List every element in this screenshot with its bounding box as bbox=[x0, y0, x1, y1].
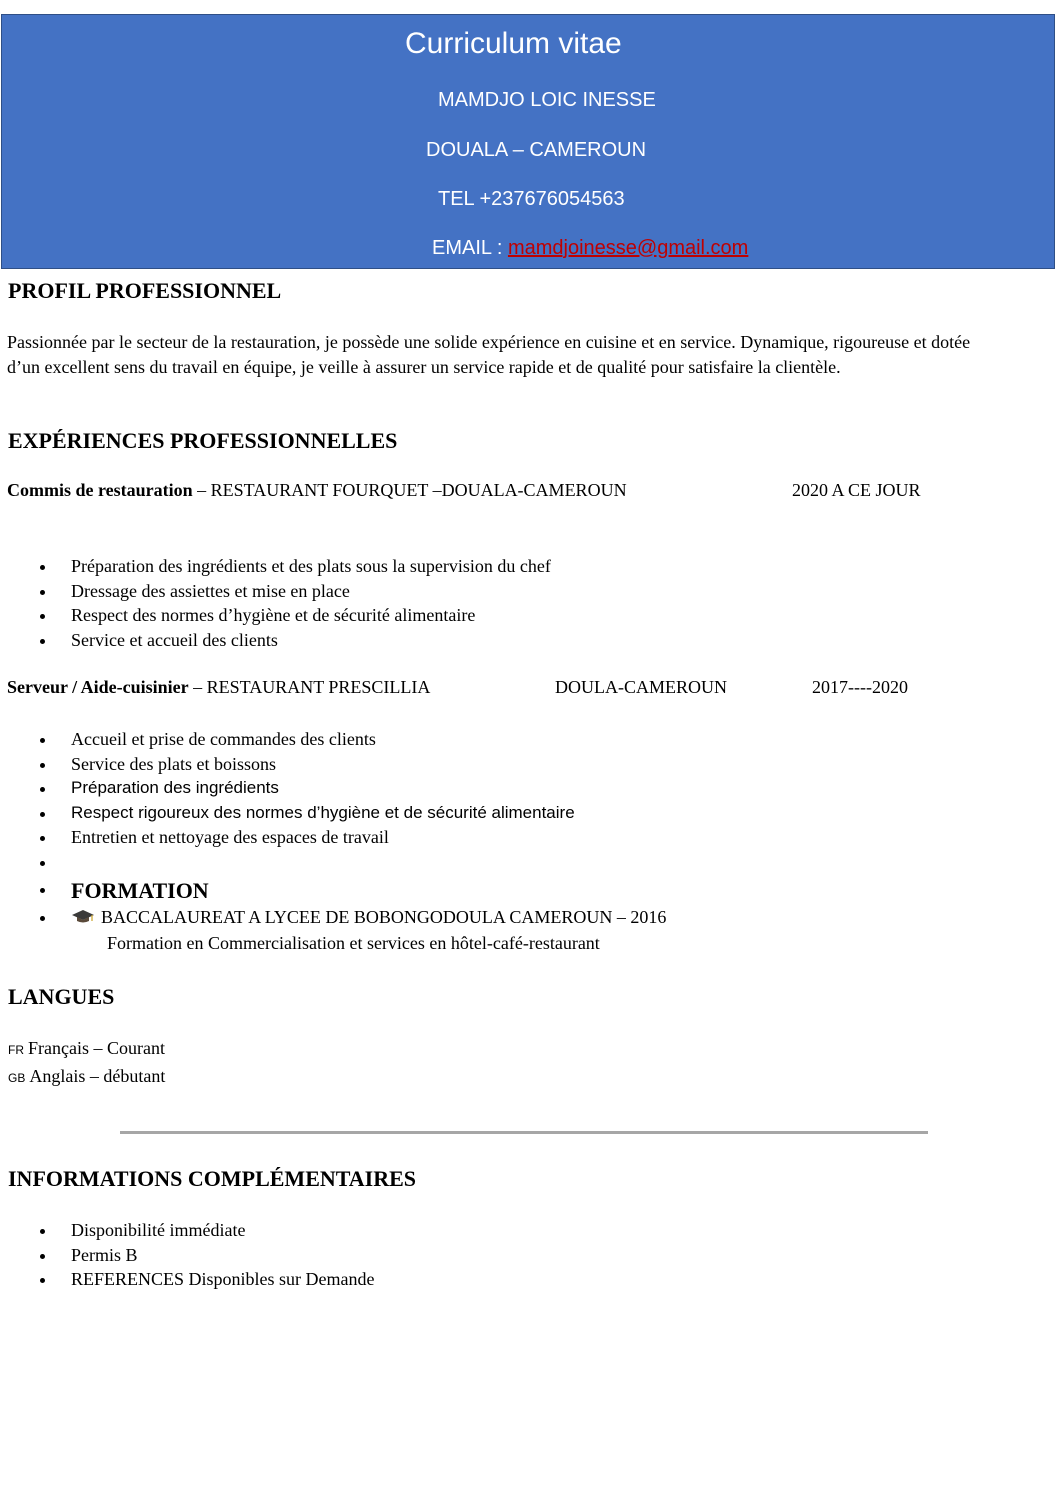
language-text: Anglais – débutant bbox=[29, 1066, 166, 1086]
extra-info-list bbox=[0, 1218, 375, 1292]
profile-text: Passionnée par le secteur de la restauration, je possède une solide expérience en cuisine et en service. Dynamique, rigoureuse et dotée d’un excellent sens du travail en équipe, je veille à assurer un service rapide et de qualité pour satisfaire la clientèle. bbox=[7, 332, 971, 377]
formation-degree-item bbox=[0, 905, 666, 930]
job-2-role: Serveur / Aide-cuisinier bbox=[7, 677, 189, 697]
job-2-period: 2017----2020 bbox=[812, 677, 908, 697]
job-2-tasks bbox=[0, 727, 575, 874]
language-text: Français – Courant bbox=[28, 1038, 165, 1058]
languages-heading: LANGUES bbox=[8, 984, 115, 1009]
language-english bbox=[8, 1066, 165, 1087]
formation-heading: FORMATION bbox=[71, 878, 209, 903]
candidate-name: MAMDJO LOIC INESSE bbox=[438, 89, 656, 111]
cv-title: Curriculum vitae bbox=[405, 27, 622, 60]
job-1-role: Commis de restauration bbox=[7, 480, 193, 500]
list-item: Permis B bbox=[0, 1243, 375, 1268]
email-label: EMAIL : bbox=[432, 237, 508, 259]
list-item: REFERENCES Disponibles sur Demande bbox=[0, 1267, 375, 1292]
list-item bbox=[0, 850, 575, 875]
list-item: Accueil et prise de commandes des clients bbox=[0, 727, 575, 752]
list-item: Entretien et nettoyage des espaces de travail bbox=[0, 825, 575, 850]
job-2-header bbox=[7, 677, 430, 698]
graduation-cap-icon bbox=[71, 909, 95, 925]
extra-info-heading: INFORMATIONS COMPLÉMENTAIRES bbox=[8, 1166, 417, 1191]
flag-gb-icon: GB bbox=[8, 1071, 26, 1085]
formation-detail: Formation en Commercialisation et services en hôtel-café-restaurant bbox=[107, 933, 600, 953]
job-1-header bbox=[7, 480, 627, 501]
section-divider bbox=[120, 1131, 928, 1134]
formation-heading-item bbox=[0, 877, 666, 905]
list-item: Respect des normes d’hygiène et de sécurité alimentaire bbox=[0, 603, 551, 628]
list-item: Service des plats et boissons bbox=[0, 752, 575, 777]
list-item: Préparation des ingrédients et des plats sous la supervision du chef bbox=[0, 554, 551, 579]
formation-list bbox=[0, 877, 666, 930]
email-link[interactable]: mamdjoinesse@gmail.com bbox=[507, 237, 749, 259]
experience-heading: EXPÉRIENCES PROFESSIONNELLES bbox=[8, 428, 398, 453]
job-1-tasks bbox=[0, 554, 551, 652]
profile-heading: PROFIL PROFESSIONNEL bbox=[8, 278, 282, 303]
job-2-place: – RESTAURANT PRESCILLIA bbox=[188, 677, 431, 697]
list-item: Respect rigoureux des normes d’hygiène et de sécurité alimentaire bbox=[0, 801, 575, 826]
list-item: Dressage des assiettes et mise en place bbox=[0, 579, 551, 604]
job-2-city: DOULA-CAMEROUN bbox=[555, 677, 727, 697]
list-item: Service et accueil des clients bbox=[0, 628, 551, 653]
job-1-period: 2020 A CE JOUR bbox=[792, 480, 921, 500]
formation-degree: BACCALAUREAT A LYCEE DE BOBONGODOULA CAMEROUN – 2016 bbox=[101, 907, 667, 927]
candidate-email bbox=[432, 237, 748, 260]
header-banner bbox=[1, 14, 1055, 269]
candidate-phone: TEL +237676054563 bbox=[438, 188, 625, 210]
list-item: Disponibilité immédiate bbox=[0, 1218, 375, 1243]
candidate-city: DOUALA – CAMEROUN bbox=[426, 139, 647, 161]
language-french bbox=[8, 1038, 165, 1059]
flag-fr-icon: FR bbox=[8, 1043, 24, 1057]
list-item: Préparation des ingrédients bbox=[0, 776, 575, 801]
job-1-place: – RESTAURANT FOURQUET –DOUALA-CAMEROUN bbox=[192, 480, 627, 500]
